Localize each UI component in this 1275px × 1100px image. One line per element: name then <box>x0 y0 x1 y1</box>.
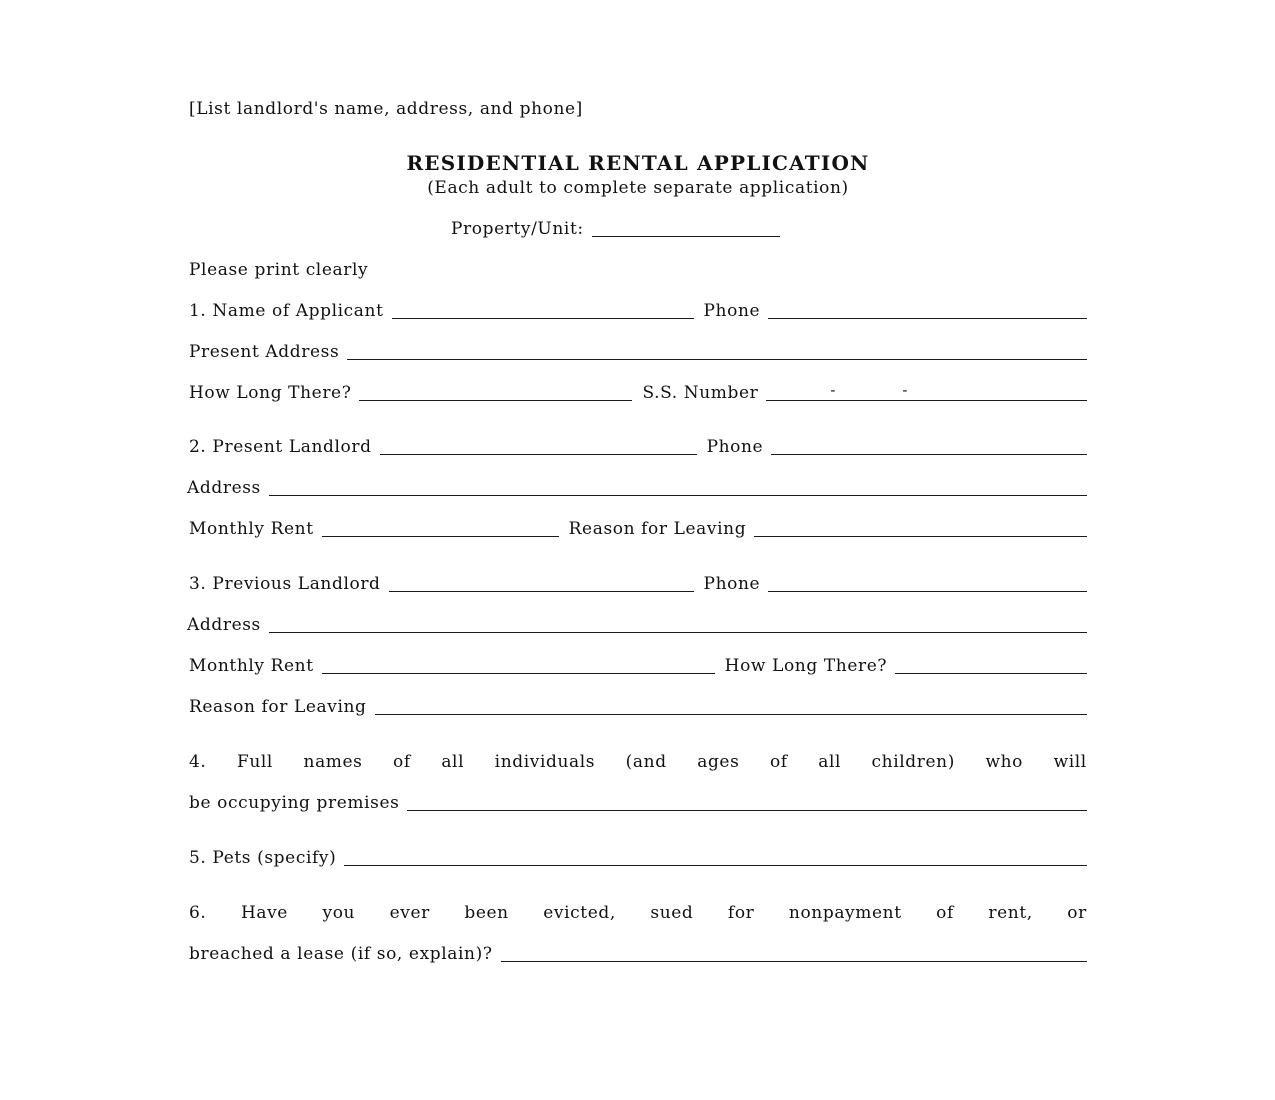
property-unit-field[interactable] <box>592 236 780 237</box>
q6-word: nonpayment <box>788 903 902 923</box>
occupants-field[interactable] <box>407 810 1087 811</box>
eviction-label: breached a lease (if so, explain)? <box>189 944 493 964</box>
present-rent-row <box>189 517 1087 541</box>
present-monthly-rent-label: Monthly Rent <box>189 519 314 539</box>
pets-label: 5. Pets (specify) <box>189 848 337 868</box>
previous-how-long-field[interactable] <box>895 673 1087 674</box>
print-instruction <box>189 258 1087 282</box>
q4-word: 4. <box>189 752 207 772</box>
instruction-text: Please print clearly <box>189 260 369 280</box>
previous-reason-row <box>189 695 1087 719</box>
previous-landlord-row <box>189 572 1087 596</box>
previous-landlord-phone-label: Phone <box>703 574 761 594</box>
q4-word: will <box>1053 752 1087 772</box>
applicant-phone-label: Phone <box>703 301 761 321</box>
occupants-question-line2 <box>189 791 1087 815</box>
subtitle-text: (Each adult to complete separate application) <box>427 178 849 198</box>
q6-word: evicted, <box>543 903 616 923</box>
present-landlord-row <box>189 435 1087 459</box>
q6-word: been <box>464 903 509 923</box>
property-unit-label: Property/Unit: <box>451 219 584 239</box>
how-long-ss-row <box>189 381 1087 405</box>
landlord-placeholder-text: [List landlord's name, address, and phone] <box>189 99 583 119</box>
q4-word: (and <box>625 752 667 772</box>
present-address-field[interactable] <box>347 359 1087 360</box>
q6-word: 6. <box>189 903 207 923</box>
eviction-question-line2 <box>189 942 1087 966</box>
ss-separator-2: - <box>902 381 909 399</box>
previous-monthly-rent-label: Monthly Rent <box>189 656 314 676</box>
previous-landlord-phone-field[interactable] <box>768 591 1087 592</box>
q6-word: or <box>1067 903 1087 923</box>
pets-row <box>189 846 1087 870</box>
title-text: RESIDENTIAL RENTAL APPLICATION <box>406 151 870 175</box>
ss-number-label: S.S. Number <box>642 383 759 403</box>
eviction-question-line1 <box>189 901 1087 925</box>
present-monthly-rent-field[interactable] <box>322 536 559 537</box>
how-long-label: How Long There? <box>189 383 352 403</box>
q4-word: all <box>441 752 465 772</box>
q4-word: of <box>393 752 411 772</box>
previous-landlord-address-label: Address <box>187 615 261 635</box>
pets-field[interactable] <box>344 865 1087 866</box>
q4-word: individuals <box>494 752 596 772</box>
q4-word: names <box>303 752 363 772</box>
ss-number-field[interactable] <box>766 381 1087 401</box>
q6-word: for <box>727 903 755 923</box>
previous-landlord-label: 3. Previous Landlord <box>189 574 381 594</box>
q4-word: Full <box>236 752 273 772</box>
present-address-label: Present Address <box>189 342 340 362</box>
present-reason-field[interactable] <box>754 536 1087 537</box>
applicant-phone-field[interactable] <box>768 318 1087 319</box>
present-landlord-label: 2. Present Landlord <box>189 437 372 457</box>
previous-reason-label: Reason for Leaving <box>189 697 367 717</box>
property-unit-row <box>451 217 831 241</box>
occupants-label: be occupying premises <box>189 793 400 813</box>
previous-monthly-rent-field[interactable] <box>322 673 715 674</box>
applicant-name-label: 1. Name of Applicant <box>189 301 384 321</box>
eviction-explanation-field[interactable] <box>501 961 1087 962</box>
q4-word: children) <box>871 752 955 772</box>
previous-rent-row <box>189 654 1087 678</box>
q6-word: of <box>936 903 954 923</box>
present-landlord-address-field[interactable] <box>269 495 1087 496</box>
present-landlord-address-label: Address <box>187 478 261 498</box>
previous-landlord-address-row <box>187 613 1087 637</box>
q4-word: who <box>985 752 1024 772</box>
q6-word: you <box>322 903 356 923</box>
present-address-row <box>189 340 1087 364</box>
form-subtitle <box>189 176 1087 200</box>
landlord-info-placeholder <box>189 97 1087 121</box>
present-reason-label: Reason for Leaving <box>568 519 747 539</box>
how-long-field[interactable] <box>359 400 632 401</box>
present-landlord-phone-field[interactable] <box>771 454 1087 455</box>
rental-application-page <box>189 0 1087 1100</box>
present-landlord-field[interactable] <box>380 454 697 455</box>
previous-reason-field[interactable] <box>375 714 1087 715</box>
q6-word: sued <box>650 903 694 923</box>
q6-word: Have <box>240 903 288 923</box>
present-landlord-phone-label: Phone <box>706 437 764 457</box>
applicant-name-field[interactable] <box>392 318 694 319</box>
present-landlord-address-row <box>187 476 1087 500</box>
q6-word: ever <box>389 903 430 923</box>
q4-word: of <box>769 752 788 772</box>
previous-landlord-address-field[interactable] <box>269 632 1087 633</box>
applicant-name-row <box>189 299 1087 323</box>
previous-how-long-label: How Long There? <box>724 656 888 676</box>
previous-landlord-field[interactable] <box>389 591 694 592</box>
form-title <box>189 151 1087 175</box>
occupants-question-line1 <box>189 750 1087 774</box>
ss-separator-1: - <box>830 381 837 399</box>
q4-word: ages <box>697 752 740 772</box>
q6-word: rent, <box>988 903 1033 923</box>
q4-word: all <box>818 752 842 772</box>
